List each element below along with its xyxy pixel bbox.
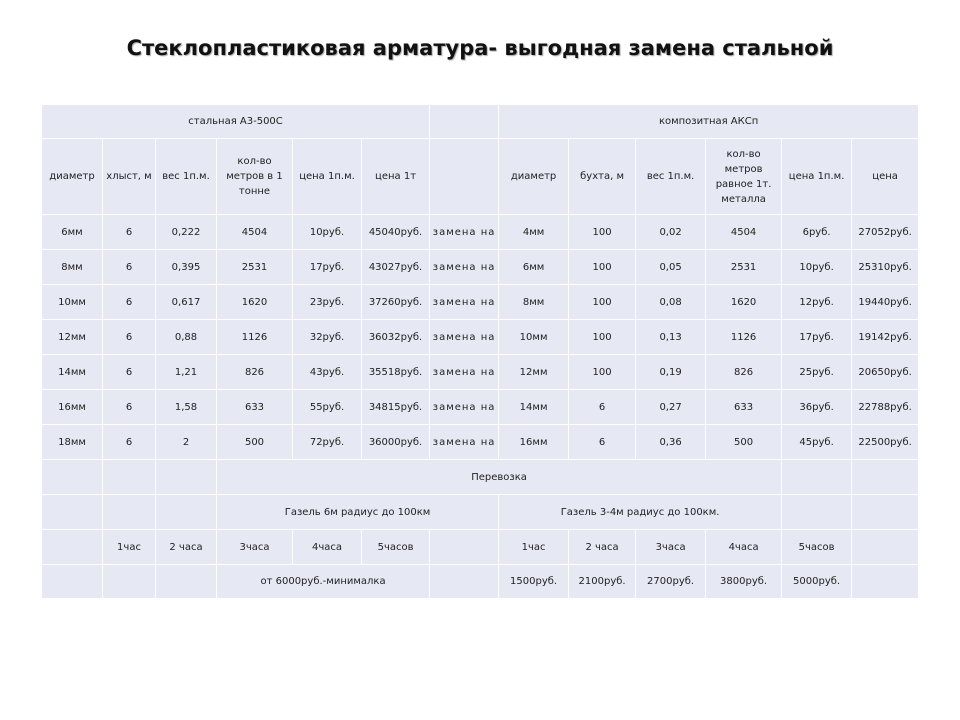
cell-steel-price-t: 35518руб. <box>362 355 430 390</box>
cell-steel-meters: 2531 <box>217 250 293 285</box>
comp-price-cell: 3800руб. <box>706 565 782 599</box>
header-comp-diameter: диаметр <box>499 139 569 215</box>
empty-cell <box>430 139 499 215</box>
cell-comp-diameter: 12мм <box>499 355 569 390</box>
cell-comp-diameter: 14мм <box>499 390 569 425</box>
empty-cell <box>42 565 103 599</box>
cell-replacement: замена на <box>430 285 499 320</box>
empty-cell <box>156 565 217 599</box>
cell-steel-weight: 1,58 <box>156 390 217 425</box>
cell-comp-weight: 0,36 <box>636 425 706 460</box>
cell-steel-price-m: 55руб. <box>293 390 362 425</box>
cell-steel-length: 6 <box>103 285 156 320</box>
cell-steel-diameter: 6мм <box>42 215 103 250</box>
steel-hours-cell: 1час <box>103 530 156 565</box>
empty-cell <box>103 565 156 599</box>
cell-comp-weight: 0,05 <box>636 250 706 285</box>
cell-comp-price-m: 36руб. <box>782 390 852 425</box>
empty-cell <box>852 565 919 599</box>
header-comp-weight: вес 1п.м. <box>636 139 706 215</box>
cell-steel-price-t: 43027руб. <box>362 250 430 285</box>
cell-comp-meters: 1126 <box>706 320 782 355</box>
cell-steel-weight: 0,395 <box>156 250 217 285</box>
cell-comp-weight: 0,02 <box>636 215 706 250</box>
cell-steel-price-m: 43руб. <box>293 355 362 390</box>
cell-steel-length: 6 <box>103 425 156 460</box>
empty-cell <box>42 530 103 565</box>
empty-cell <box>42 495 103 530</box>
cell-comp-diameter: 4мм <box>499 215 569 250</box>
header-steel-price-m: цена 1п.м. <box>293 139 362 215</box>
cell-steel-meters: 633 <box>217 390 293 425</box>
column-header-row <box>42 139 919 215</box>
cell-steel-diameter: 12мм <box>42 320 103 355</box>
header-comp-coil: бухта, м <box>569 139 636 215</box>
empty-cell <box>103 495 156 530</box>
cell-comp-coil: 100 <box>569 215 636 250</box>
cell-comp-price: 20650руб. <box>852 355 919 390</box>
table-row <box>42 320 919 355</box>
table-row <box>42 215 919 250</box>
empty-cell <box>852 530 919 565</box>
comp-price-cell: 2100руб. <box>569 565 636 599</box>
header-comp-meters: кол-во метров равное 1т. металла <box>706 139 782 215</box>
composite-group-header: композитная АКСп <box>499 105 919 139</box>
comp-price-cell: 1500руб. <box>499 565 569 599</box>
cell-steel-weight: 0,88 <box>156 320 217 355</box>
cell-comp-price-m: 25руб. <box>782 355 852 390</box>
cell-steel-meters: 500 <box>217 425 293 460</box>
cell-steel-length: 6 <box>103 215 156 250</box>
steel-group-header: стальная А3-500С <box>42 105 430 139</box>
cell-steel-price-m: 72руб. <box>293 425 362 460</box>
cell-steel-diameter: 14мм <box>42 355 103 390</box>
empty-cell <box>42 460 103 495</box>
cell-steel-length: 6 <box>103 320 156 355</box>
cell-replacement: замена на <box>430 355 499 390</box>
comp-hours-cell: 1час <box>499 530 569 565</box>
table-row <box>42 285 919 320</box>
cell-steel-length: 6 <box>103 355 156 390</box>
cell-steel-diameter: 18мм <box>42 425 103 460</box>
comp-hours-cell: 3часа <box>636 530 706 565</box>
header-comp-price: цена <box>852 139 919 215</box>
cell-comp-coil: 100 <box>569 355 636 390</box>
cell-steel-price-m: 17руб. <box>293 250 362 285</box>
comp-hours-cell: 5часов <box>782 530 852 565</box>
header-comp-price-m: цена 1п.м. <box>782 139 852 215</box>
comparison-table <box>41 104 919 599</box>
cell-steel-meters: 4504 <box>217 215 293 250</box>
cell-comp-diameter: 6мм <box>499 250 569 285</box>
empty-cell <box>103 460 156 495</box>
cell-comp-coil: 100 <box>569 250 636 285</box>
cell-comp-diameter: 10мм <box>499 320 569 355</box>
cell-steel-weight: 0,222 <box>156 215 217 250</box>
comp-hours-cell: 4часа <box>706 530 782 565</box>
cell-steel-diameter: 10мм <box>42 285 103 320</box>
table-row <box>42 425 919 460</box>
page-title: Стеклопластиковая арматура- выгодная замена стальной <box>126 36 834 60</box>
header-steel-weight: вес 1п.м. <box>156 139 217 215</box>
cell-steel-meters: 1126 <box>217 320 293 355</box>
cell-comp-price-m: 10руб. <box>782 250 852 285</box>
empty-cell <box>156 460 217 495</box>
comp-price-cell: 2700руб. <box>636 565 706 599</box>
cell-comp-price: 27052руб. <box>852 215 919 250</box>
cell-comp-meters: 500 <box>706 425 782 460</box>
empty-cell <box>852 495 919 530</box>
steel-min-price: от 6000руб.-минималка <box>217 565 430 599</box>
cell-replacement: замена на <box>430 425 499 460</box>
empty-cell <box>430 530 499 565</box>
cell-steel-length: 6 <box>103 390 156 425</box>
steel-hours-cell: 5часов <box>362 530 430 565</box>
cell-steel-meters: 826 <box>217 355 293 390</box>
empty-cell <box>430 565 499 599</box>
cell-replacement: замена на <box>430 320 499 355</box>
cell-steel-price-t: 45040руб. <box>362 215 430 250</box>
cell-steel-weight: 0,617 <box>156 285 217 320</box>
cell-comp-weight: 0,27 <box>636 390 706 425</box>
cell-comp-coil: 6 <box>569 390 636 425</box>
cell-steel-price-m: 10руб. <box>293 215 362 250</box>
steel-hours-cell: 4часа <box>293 530 362 565</box>
cell-comp-meters: 2531 <box>706 250 782 285</box>
cell-comp-meters: 633 <box>706 390 782 425</box>
cell-comp-coil: 6 <box>569 425 636 460</box>
cell-comp-price-m: 6руб. <box>782 215 852 250</box>
cell-comp-price: 22500руб. <box>852 425 919 460</box>
transport-prices-row <box>42 565 919 599</box>
comp-price-cell: 5000руб. <box>782 565 852 599</box>
cell-steel-weight: 1,21 <box>156 355 217 390</box>
cell-comp-meters: 4504 <box>706 215 782 250</box>
comp-hours-cell: 2 часа <box>569 530 636 565</box>
cell-comp-price: 22788руб. <box>852 390 919 425</box>
cell-steel-price-m: 23руб. <box>293 285 362 320</box>
transport-hours-row <box>42 530 919 565</box>
table-row <box>42 390 919 425</box>
table-row <box>42 355 919 390</box>
header-steel-diameter: диаметр <box>42 139 103 215</box>
cell-comp-price: 25310руб. <box>852 250 919 285</box>
empty-cell <box>782 495 852 530</box>
cell-steel-meters: 1620 <box>217 285 293 320</box>
cell-steel-price-t: 34815руб. <box>362 390 430 425</box>
cell-comp-weight: 0,08 <box>636 285 706 320</box>
empty-cell <box>782 460 852 495</box>
cell-comp-meters: 826 <box>706 355 782 390</box>
steel-hours-cell: 2 часа <box>156 530 217 565</box>
empty-cell <box>156 495 217 530</box>
cell-comp-price: 19440руб. <box>852 285 919 320</box>
cell-comp-price: 19142руб. <box>852 320 919 355</box>
transport-label: Перевозка <box>217 460 782 495</box>
cell-replacement: замена на <box>430 390 499 425</box>
composite-transport-title: Газель 3-4м радиус до 100км. <box>499 495 782 530</box>
cell-comp-price-m: 17руб. <box>782 320 852 355</box>
cell-comp-meters: 1620 <box>706 285 782 320</box>
cell-steel-price-m: 32руб. <box>293 320 362 355</box>
cell-replacement: замена на <box>430 215 499 250</box>
cell-steel-price-t: 36000руб. <box>362 425 430 460</box>
steel-hours-cell: 3часа <box>217 530 293 565</box>
cell-comp-coil: 100 <box>569 285 636 320</box>
cell-steel-length: 6 <box>103 250 156 285</box>
cell-comp-diameter: 16мм <box>499 425 569 460</box>
header-steel-length: хлыст, м <box>103 139 156 215</box>
cell-comp-weight: 0,19 <box>636 355 706 390</box>
cell-steel-price-t: 36032руб. <box>362 320 430 355</box>
empty-cell <box>852 460 919 495</box>
cell-steel-diameter: 16мм <box>42 390 103 425</box>
header-steel-meters: кол-во метров в 1 тонне <box>217 139 293 215</box>
cell-steel-diameter: 8мм <box>42 250 103 285</box>
header-steel-price-t: цена 1т <box>362 139 430 215</box>
group-header-row <box>42 105 919 139</box>
steel-transport-title: Газель 6м радиус до 100км <box>217 495 499 530</box>
cell-replacement: замена на <box>430 250 499 285</box>
cell-steel-price-t: 37260руб. <box>362 285 430 320</box>
transport-label-row <box>42 460 919 495</box>
cell-comp-weight: 0,13 <box>636 320 706 355</box>
table-row <box>42 250 919 285</box>
cell-steel-weight: 2 <box>156 425 217 460</box>
transport-title-row <box>42 495 919 530</box>
cell-comp-price-m: 45руб. <box>782 425 852 460</box>
empty-cell <box>430 105 499 139</box>
cell-comp-coil: 100 <box>569 320 636 355</box>
cell-comp-diameter: 8мм <box>499 285 569 320</box>
cell-comp-price-m: 12руб. <box>782 285 852 320</box>
